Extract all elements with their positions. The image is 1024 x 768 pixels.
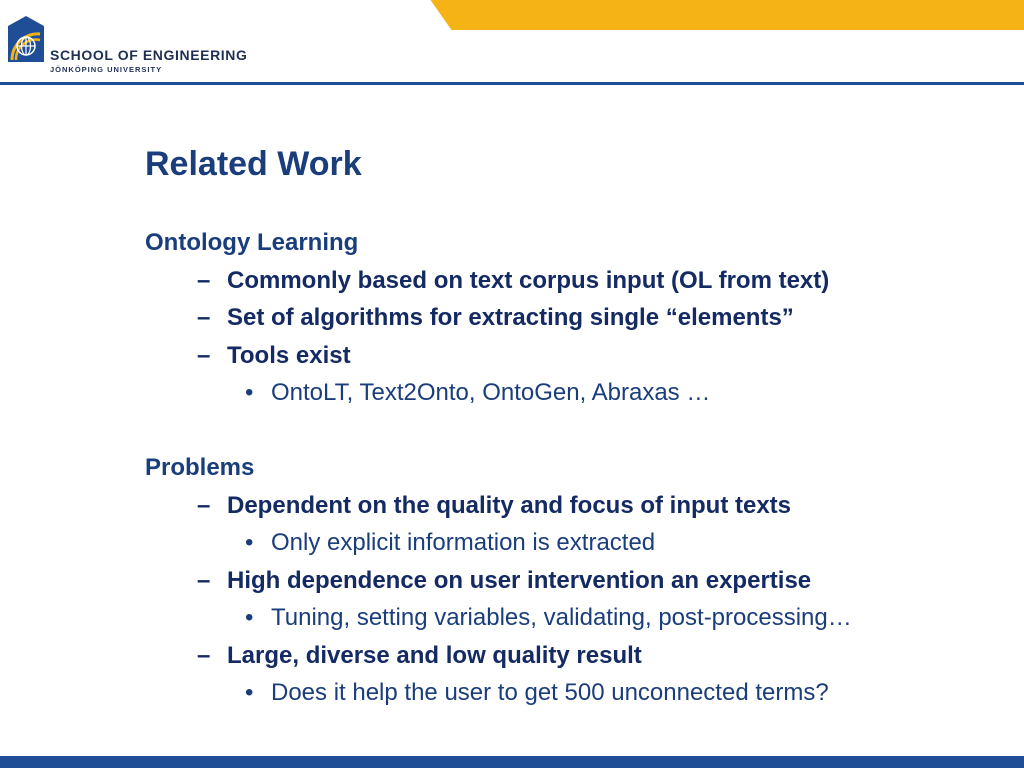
sub-list-item-text: Does it help the user to get 500 unconnected terms? [271, 679, 829, 706]
list-item [145, 564, 1005, 602]
list-item [145, 489, 1005, 527]
slide-body [145, 226, 1005, 714]
dash-marker: – [197, 566, 211, 594]
sub-list-item [145, 676, 1005, 714]
bullet-marker: • [245, 379, 254, 406]
logo-university-name: JÖNKÖPING UNIVERSITY [50, 65, 163, 74]
footer-bar [0, 756, 1024, 768]
logo-school-name: SCHOOL OF ENGINEERING [50, 47, 248, 63]
section-heading: Problems [145, 454, 255, 481]
list-item-text: Set of algorithms for extracting single “elements” [227, 304, 794, 331]
list-item [145, 264, 1005, 302]
sub-list-item-text: OntoLT, Text2Onto, OntoGen, Abraxas … [271, 379, 711, 406]
list-item [145, 639, 1005, 677]
dash-marker: – [197, 304, 211, 331]
sub-list-item-text: Only explicit information is extracted [271, 529, 656, 556]
sub-list-item [145, 526, 1005, 564]
list-item [145, 301, 1005, 339]
dash-marker: – [197, 641, 211, 669]
header-divider [0, 82, 1024, 85]
list-item-text: High dependence on user intervention an expertise [227, 566, 812, 594]
list-item-text: Large, diverse and low quality result [227, 641, 642, 669]
bullet-marker: • [245, 604, 254, 631]
list-item-text: Dependent on the quality and focus of input texts [227, 491, 792, 519]
bullet-marker: • [245, 529, 254, 556]
spacer [145, 414, 1005, 452]
sub-list-item-text: Tuning, setting variables, validating, post-processing… [271, 604, 852, 631]
dash-marker: – [197, 491, 211, 519]
bullet-marker: • [245, 679, 254, 706]
sub-list-item [145, 376, 1005, 414]
list-item-text: Commonly based on text corpus input (OL from text) [227, 266, 830, 294]
school-logo-icon [6, 14, 46, 69]
dash-marker: – [197, 266, 211, 294]
list-item-text: Tools exist [227, 341, 351, 369]
list-item [145, 339, 1005, 377]
top-accent-band [455, 0, 1024, 30]
sub-list-item [145, 601, 1005, 639]
dash-marker: – [197, 341, 211, 369]
slide-title: Related Work [145, 145, 362, 183]
section-heading: Ontology Learning [145, 229, 359, 256]
